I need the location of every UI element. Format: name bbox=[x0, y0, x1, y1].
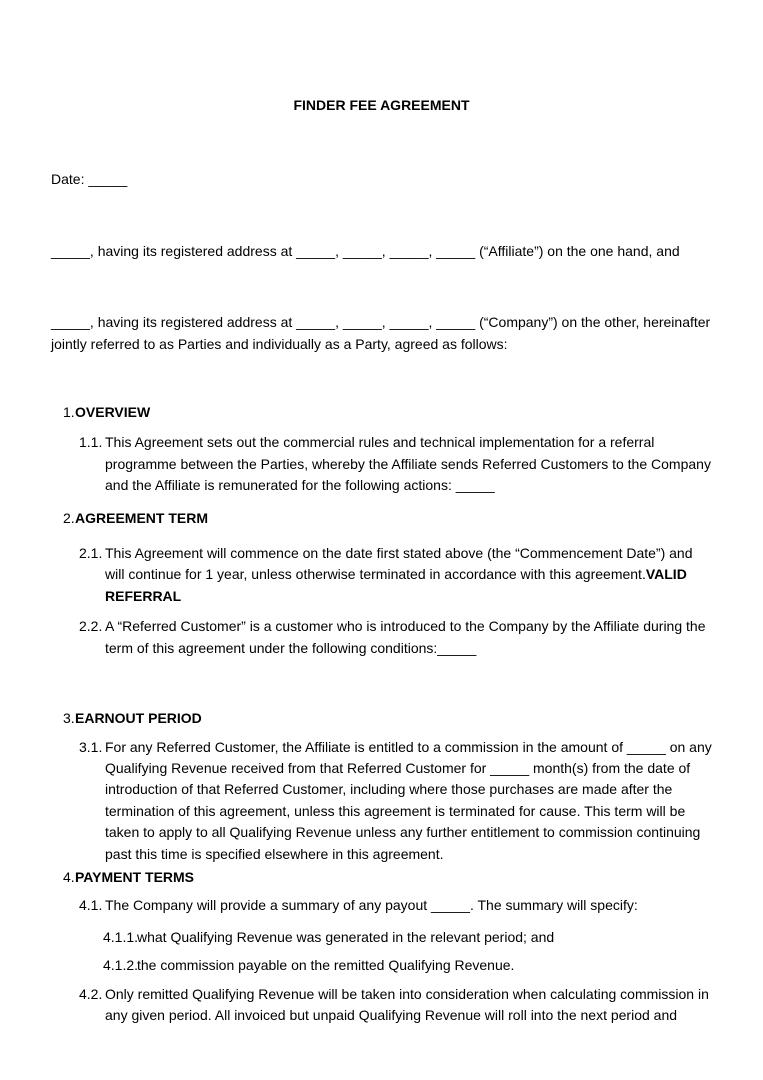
section-heading-payment-terms bbox=[51, 867, 712, 888]
section-number: 4. bbox=[63, 868, 75, 885]
clause-4-1-2 bbox=[51, 955, 712, 976]
clause-text: A “Referred Customer” is a customer who is introduced to the Company by the Affiliate during the term of this agreement under the following conditions:_____ bbox=[105, 618, 706, 656]
clause-text: For any Referred Customer, the Affiliate is entitled to a commission in the amount of _____ on any Qualifying Revenue received from that Referred Customer for _____ month(s) from the date of introduction of that Referred Customer, including where those purchases are made after the termination of this agreement, unless this agreement is terminated for cause. This term will be taken to apply to all Qualifying Revenue unless any further entitlement to commission continuing past this time is specified elsewhere in this agreement. bbox=[105, 738, 712, 862]
clause-4-1-1 bbox=[51, 927, 712, 948]
clause-text: Only remitted Qualifying Revenue will be taken into consideration when calculating commission in any given period. All invoiced but unpaid Qualifying Revenue will roll into the next period and bbox=[105, 985, 709, 1023]
section-heading-label: OVERVIEW bbox=[75, 404, 151, 421]
clause-text: This Agreement will commence on the date first stated above (the “Commencement Date”) and will continue for 1 year, unless otherwise terminated in accordance with this agreement. bbox=[105, 545, 693, 583]
clause-text: This Agreement sets out the commercial rules and technical implementation for a referral programme between the Parties, whereby the Affiliate sends Referred Customers to the Company and the Affiliate is remunerated for the following actions: _____ bbox=[105, 434, 711, 494]
date-line: Date: _____ bbox=[51, 171, 128, 188]
clause-number: 2.2. bbox=[79, 618, 103, 635]
clause-1-1 bbox=[51, 432, 712, 496]
company-intro-paragraph: _____, having its registered address at _____, _____, _____, _____ (“Company”) on the other, hereinafter jointly referred to as Parties and individually as a Party, agreed as follows: bbox=[51, 314, 711, 352]
clause-text: the commission payable on the remitted Qualifying Revenue. bbox=[137, 957, 515, 974]
section-heading-agreement-term bbox=[51, 508, 712, 529]
clause-2-2 bbox=[51, 616, 712, 659]
clause-text: The Company will provide a summary of any payout _____. The summary will specify: bbox=[105, 897, 638, 914]
clause-number: 3.1. bbox=[79, 738, 103, 755]
clause-number: 4.2. bbox=[79, 985, 103, 1002]
clause-number: 4.1. bbox=[79, 897, 103, 914]
section-heading-label: PAYMENT TERMS bbox=[75, 868, 195, 885]
section-heading-earnout-period bbox=[51, 708, 712, 729]
section-heading-overview bbox=[51, 402, 712, 423]
clause-text: what Qualifying Revenue was generated in the relevant period; and bbox=[137, 928, 555, 945]
section-number: 1. bbox=[63, 404, 75, 421]
document-title: FINDER FEE AGREEMENT bbox=[293, 97, 470, 113]
affiliate-intro-paragraph: _____, having its registered address at _____, _____, _____, _____ (“Affiliate”) on the one hand, and bbox=[51, 242, 680, 259]
document-content bbox=[51, 95, 712, 1026]
clause-number: 4.1.1. bbox=[103, 928, 139, 945]
section-heading-label: AGREEMENT TERM bbox=[75, 509, 208, 526]
valid-referral-run-in-heading: VALID REFERRAL bbox=[105, 566, 687, 604]
clause-number: 1.1. bbox=[79, 434, 103, 451]
section-number: 3. bbox=[63, 710, 75, 727]
clause-3-1 bbox=[51, 737, 712, 865]
clause-4-1 bbox=[51, 895, 712, 916]
clause-4-2 bbox=[51, 984, 712, 1027]
section-number: 2. bbox=[63, 509, 75, 526]
clause-number: 2.1. bbox=[79, 545, 103, 562]
clause-2-1 bbox=[51, 543, 712, 607]
section-heading-label: EARNOUT PERIOD bbox=[75, 710, 202, 727]
clause-number: 4.1.2. bbox=[103, 957, 139, 974]
